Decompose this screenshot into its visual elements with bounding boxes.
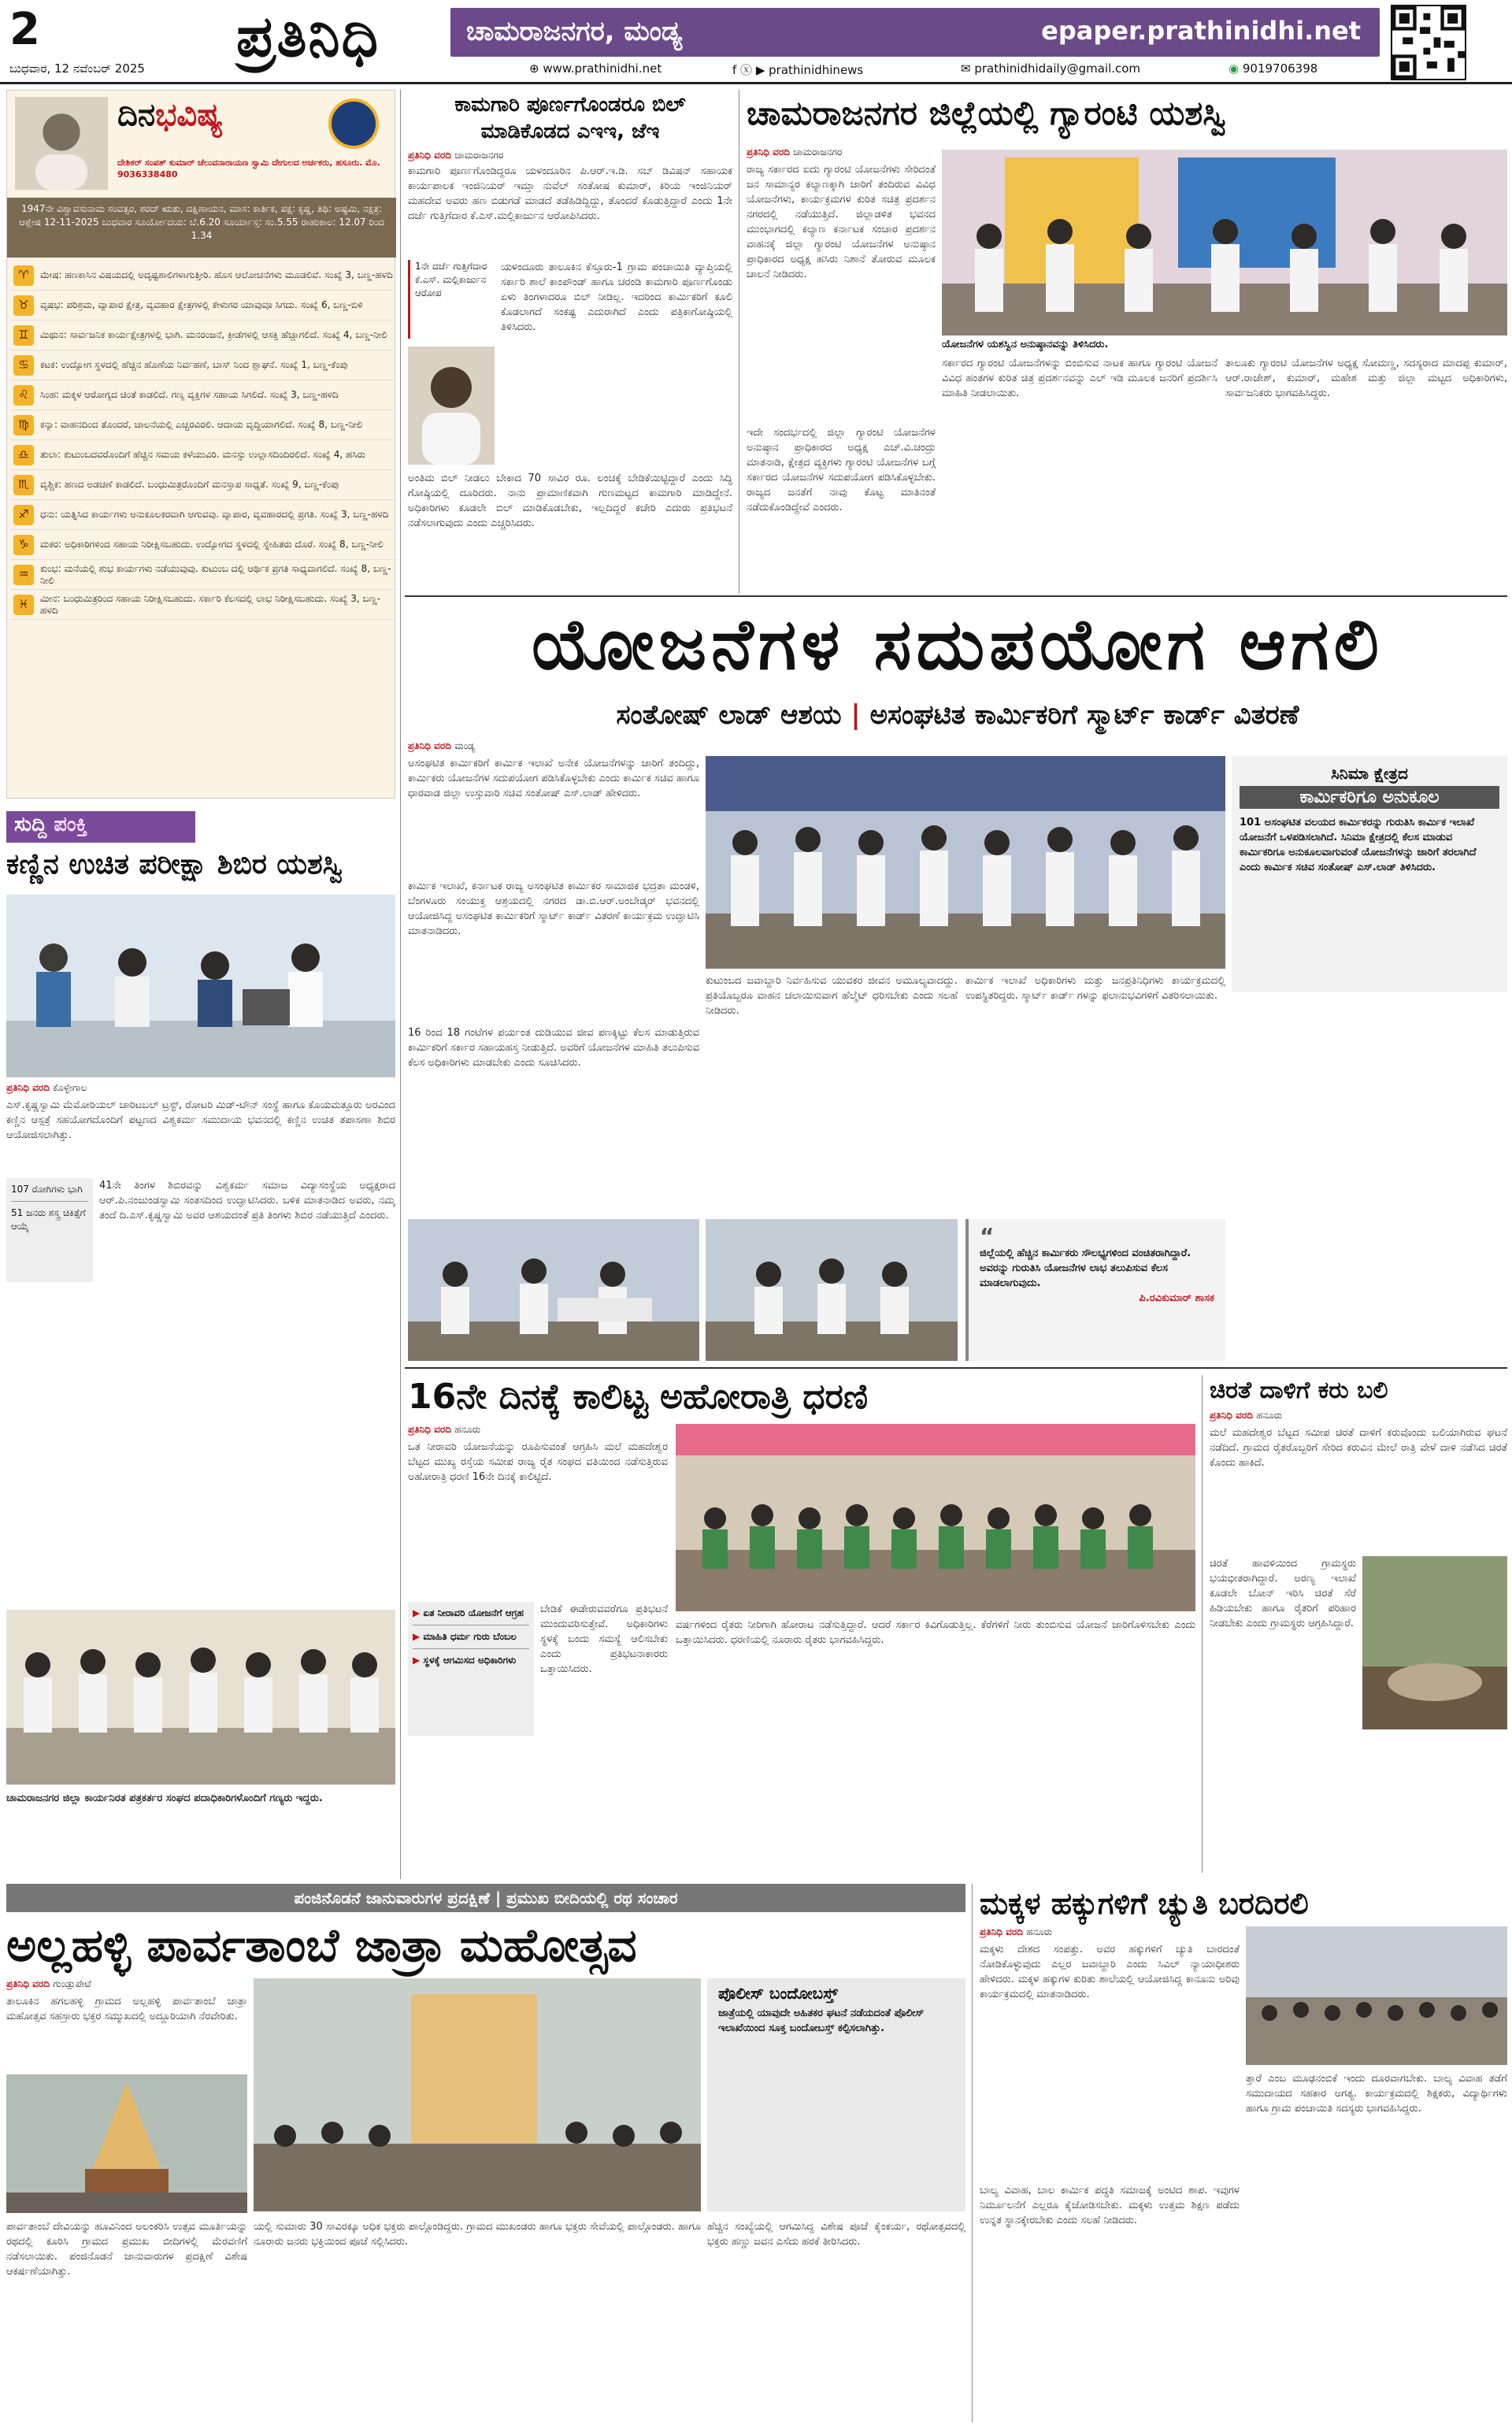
- sidebar-body: 101 ಅಸಂಘಟಿತ ವಲಯದ ಕಾರ್ಮಿಕರನ್ನು ಗುರುತಿಸಿ ಕಾರ್ಮಿಕ ಇಲಾಖೆ ಯೋಜನೆಗೆ ಒಳಪಡಿಸಲಾಗಿದೆ. ಸಿನಿಮಾ ಕ್ಷೇತ್ರದಲ್ಲಿ ಕೆಲಸ ಮಾಡುವ ಕಾರ್ಮಿಕರಿಗೂ ಅನುಕೂಲವಾಗುವಂತೆ ಯೋಜನೆಗಳನ್ನು ಜಾರಿಗೆ ತರಲಾಗಿದೆ ಎಂದು ಕಾರ್ಮಿಕ ಸಚಿವ ಸಂತೋಷ್ ಎಸ್.ಲಾಡ್ ತಿಳಿಸಿದರು.: [1240, 817, 1477, 873]
- rashi-text: ಧನು: ಯತ್ನಿಸಿದ ಕಾರ್ಯಗಳು ಅನುಕೂಲಕರವಾಗಿ ಆಗುವವು. ವ್ಯಾಪಾರ, ವ್ಯವಹಾರದಲ್ಲಿ ಪ್ರಗತಿ. ಸಂಖ್ಯೆ 3, ಬಣ್ಣ-ಹಳದಿ: [40, 509, 389, 520]
- rashi-row: [10, 410, 393, 440]
- rashi-text: ವೃಶ್ಚಿಕ: ಹಣದ ಅಡಚಣೆ ಕಾಡಲಿದೆ. ಬಂಧುಮಿತ್ರರೊಂದಿಗೆ ಮನಸ್ತಾಪ ಸಾಧ್ಯತೆ. ಸಂಖ್ಯೆ 9, ಬಣ್ಣ-ಕೆಂಪು: [40, 479, 339, 490]
- children-body-2: ಬಾಲ್ಯ ವಿವಾಹ, ಬಾಲ ಕಾರ್ಮಿಕ ಪದ್ಧತಿ ಸಮಾಜಕ್ಕೆ ಅಂಟಿದ ಶಾಪ. ಇವುಗಳ ನಿರ್ಮೂಲನೆಗೆ ಎಲ್ಲರೂ ಕೈಜೋಡಿಸಬೇಕು. ಮಕ್ಕಳು ಉತ್ತಮ ಶಿಕ್ಷಣ ಪಡೆದು ಉನ್ನತ ಸ್ಥಾನಕ್ಕೇರಬೇಕು ಎಂದು ಸಲಹೆ ನೀಡಿದರು.: [980, 2185, 1240, 2226]
- bullet-item: ▶ ಮಾಹಿತಿ ಧರ್ಮ ಗುರು ಬೆಂಬಲ: [413, 1630, 529, 1649]
- rashi-text: ಮೇಷ: ಹಣಕಾಸಿನ ವಿಷಯದಲ್ಲಿ ಅದೃಷ್ಟಶಾಲಿಗಳಾಗುತ್ತೀರಿ. ಹೊಸ ಆಲೋಚನೆಗಳು ಮೂಡಲಿವೆ. ಸಂಖ್ಯೆ 3, ಬಣ್ಣ-ಹಳದಿ: [40, 269, 393, 280]
- police-box-title: ಪೊಲೀಸ್ ಬಂದೋಬಸ್ತ್: [718, 1984, 838, 2003]
- suddi-body-1: ಎಸ್.ಕೃಷ್ಣಸ್ವಾಮಿ ಮೆಮೋರಿಯಲ್ ಚಾರಿಟಬಲ್ ಟ್ರಸ್ಟ್, ರೋಟರಿ ಮಿಡ್-ಟೌನ್ ಸಂಸ್ಥೆ ಹಾಗೂ ಕೊಯಮತ್ತೂರು ಅರವಿಂದ ಕಣ್ಣಿನ ಆಸ್ಪತ್ರೆ ಸಹಯೋಗದೊಂದಿಗೆ ಪಟ್ಟಣದ ವಿಶ್ವಕರ್ಮ ಸಮುದಾಯ ಭವನದಲ್ಲಿ ಕಣ್ಣಿನ ಉಚಿತ ತಪಾಸಣಾ ಶಿಬಿರ ಆಯೋಜಿಸಲಾಗಿತ್ತು.: [6, 1099, 395, 1141]
- rashi-row: [10, 350, 393, 380]
- bullet-item: ▶ ಸ್ಥಳಕ್ಕೆ ಆಗಮಿಸದ ಅಧಿಕಾರಿಗಳು: [413, 1655, 517, 1666]
- masthead-phone: ◉ 9019706398: [1228, 61, 1318, 76]
- bullet-icon: ▶: [413, 1631, 424, 1642]
- rashi-row: [10, 500, 393, 530]
- zodiac-icon: ♈: [13, 265, 34, 286]
- astrologer-photo: [15, 97, 108, 190]
- zodiac-icon: ♐: [13, 505, 34, 525]
- guarantee-body-1: ರಾಜ್ಯ ಸರ್ಕಾರದ ಐದು ಗ್ಯಾರಂಟಿ ಯೋಜನೆಗಳು ಸೇರಿದಂತೆ ಜನ ಸಾಮಾನ್ಯರ ಕಲ್ಯಾಣಕ್ಕಾಗಿ ಜಾರಿಗೆ ತಂದಿರುವ ವಿವಿಧ ಯೋಜನೆಗಳು, ಕಾರ್ಯಕ್ರಮಗಳ ಕುರಿತ ಸಚಿತ್ರ ಪ್ರದರ್ಶನ ನಗರದಲ್ಲಿ ನಡೆಯುತ್ತಿದೆ. ಜಿಲ್ಲಾಡಳಿತ ಭವನದ ಮುಂಭಾಗದಲ್ಲಿ ಕಲ್ಯಾಣ ಕರ್ನಾಟಕ ಸಂಚಾರ ಪ್ರದರ್ಶನ ವಾಹನಕ್ಕೆ ಜಿಲ್ಲಾ ಗ್ಯಾರಂಟಿ ಯೋಜನೆಗಳ ಅನುಷ್ಠಾನ ಪ್ರಾಧಿಕಾರದ ಅಧ್ಯಕ್ಷ ಹಸಿರು ನಿಶಾನೆ ತೋರುವ ಮೂಲಕ ಚಾಲನೆ ನೀಡಿದರು.: [747, 164, 936, 280]
- dharane-photo: [676, 1424, 1195, 1611]
- guarantee-headline: ಚಾಮರಾಜನಗರ ಜಿಲ್ಲೆಯಲ್ಲಿ ಗ್ಯಾರಂಟಿ ಯಶಸ್ವಿ: [747, 94, 1227, 132]
- lead-byline: ಪ್ರತಿನಿಧಿ ವರದಿ ಮಂಡ್ಯ: [408, 740, 476, 751]
- lead-sidebar: [1232, 756, 1507, 992]
- children-photo: [1246, 1926, 1507, 2065]
- suddi-body-2: 41ನೇ ತಿಂಗಳ ಶಿಬಿರವನ್ನು ವಿಶ್ವಕರ್ಮ ಸಮಾಜ ವಿದ್ಯಾಸಂಸ್ಥೆಯ ಅಧ್ಯಕ್ಷರಾದ ಆರ್.ಪಿ.ನಂಜುಂಡಸ್ವಾಮಿ ಸಂತಸದಿಂದ ಉದ್ಘಾಟಿಸಿದರು. ಬಳಿಕ ಮಾತನಾಡಿದ ಅವರು, ನಮ್ಮ ತಂದೆ ದಿ.ಎಸ್.ಕೃಷ್ಣಸ್ವಾಮಿ ಅವರ ಆಶಯದಂತೆ ಪ್ರತಿ ತಿಂಗಳು ಶಿಬಿರ ನಡೆಯುತ್ತಿದೆ ಎಂದರು.: [99, 1180, 395, 1221]
- rashi-row: [10, 470, 393, 500]
- dinabhavishya: [6, 90, 395, 799]
- bill-body-1: ಕಾಮಗಾರಿ ಪೂರ್ಣಗೊಂಡಿದ್ದರೂ ಯಳಂದೂರಿನ ಪಿ.ಆರ್.ಇ.ಡಿ. ಸಬ್ ಡಿವಿಷನ್ ಸಹಾಯಕ ಕಾರ್ಯಪಾಲಕ ಇಂಜಿನಿಯರ್ ಇಮ್ತಾ ನುವೆಲ್ ಸಂತೋಷ ಕುಮಾರ್, ಕಿರಿಯ ಇಂಜಿನಿಯರ್ ಮಹದೇವ ಅವರು ಹಣ ಬಿಡುಗಡೆ ಮಾಡದೆ ತಡೆಹಿಡಿದ್ದಿದ್ದು, ತೊಂದರೆ ಕೊಡುತ್ತಿದ್ದಾರೆ ಎಂದು 1ನೇ ದರ್ಜೆ ಗುತ್ತಿಗೆದಾರ ಕೆ.ಎಸ್.ಮಲ್ಲಿಕಾರ್ಜುನ ಆರೋಪಿಸಿದರು.: [408, 165, 732, 222]
- rashi-row: [10, 321, 393, 350]
- bill-headline: ಕಾಮಗಾರಿ ಪೂರ್ಣಗೊಂಡರೂ ಬಿಲ್ ಮಾಡಿಕೊಡದ ಎಇಇ, ಜೆಇ: [454, 93, 686, 143]
- rashi-row: [10, 440, 393, 470]
- rashi-text: ವೃಷಭ: ಪರಿಶ್ರಮ, ವ್ಯಾಪಾರ ಕ್ಷೇತ್ರ, ವ್ಯವಹಾರ ಕ್ಷೇತ್ರಗಳಲ್ಲಿ ಕೇಳುಗರ ಯಾವುವೂ ಸಿಗದು. ಸಂಖ್ಯೆ 6, ಬಣ್ಣ-ಬಿಳಿ: [40, 299, 363, 310]
- rashi-row: [10, 291, 393, 321]
- section-rule-1: [405, 595, 1507, 597]
- quote-author: ಪಿ.ರವಿಕುಮಾರ್ ಶಾಸಕ: [1139, 1292, 1214, 1304]
- masthead-logo: ಪ್ರತಿನಿಧಿ: [236, 3, 380, 69]
- suddi-byline: ಪ್ರತಿನಿಧಿ ವರದಿ ಕೊಳ್ಳೇಗಾಲ: [6, 1082, 87, 1093]
- sidebar-fact-2: 51 ಜನರು ಶಸ್ತ್ರ ಚಿಕಿತ್ಸೆಗೆ ಆಯ್ಕೆ: [11, 1207, 86, 1232]
- zodiac-icon: ♍: [13, 415, 34, 436]
- lead-headline: ಯೋಜನೆಗಳ ಸದುಪಯೋಗ ಆಗಲಿ: [532, 603, 1384, 686]
- lead-body-4: ಕುಟುಂಬದ ಜವಾಬ್ದಾರಿ ನಿರ್ವಹಿಸುವ ಯುವಕರ ಜೀವನ ಅಮೂಲ್ಯವಾದದ್ದು. ಪ್ರತಿಯೊಬ್ಬರೂ ವಾಹನ ಚಲಾಯಿಸುವಾಗ ಹೆಲ್ಮೆಟ್ ಧರಿಸಬೇಕು ಎಂದು ಸಲಹೆ ನೀಡಿದರು.: [706, 975, 958, 1017]
- sidebar-title-a: ಸಿನಿಮಾ ಕ್ಷೇತ್ರದ: [1331, 764, 1408, 783]
- bill-body-3: ಅಂತಿಮ ಬಿಲ್ ನೀಡಲು ಬೇಕಾದ 70 ಸಾವಿರ ರೂ. ಲಂಚಕ್ಕೆ ಬೇಡಿಕೆಯಿಟ್ಟಿದ್ದಾರೆ ಎಂದು ಸಿದ್ಧಿ ಗೋಷ್ಠಿಯಲ್ಲಿ ದೂರಿದರು. ನಾನು ಪ್ರಾಮಾಣಿಕವಾಗಿ ಗುಣಮಟ್ಟದ ಕಾಮಗಾರಿ ಮಾಡಿದ್ದೇನೆ. ಅಧಿಕಾರಿಗಳು ಕೂಡಲೇ ಬಿಲ್ ಮಾಡಿಕೊಡಬೇಕು, ಇಲ್ಲದಿದ್ದರೆ ಕಚೇರಿ ಎದುರು ಪ್ರತಿಭಟನೆ ನಡೆಸಲಾಗುವುದು ಎಂದು ಎಚ್ಚರಿಸಿದರು.: [408, 473, 732, 529]
- dinabhavishya-title: ದಿನಭವಿಷ್ಯ: [117, 97, 223, 133]
- guarantee-body-2: ಇದೇ ಸಂದರ್ಭದಲ್ಲಿ ಜಿಲ್ಲಾ ಗ್ಯಾರಂಟಿ ಯೋಜನೆಗಳ ಅನುಷ್ಠಾನ ಪ್ರಾಧಿಕಾರದ ಅಧ್ಯಕ್ಷ ಎಚ್.ವಿ.ಚಂದ್ರು ಮಾತನಾಡಿ, ಕ್ಷೇತ್ರದ ವ್ಯಕ್ತಿಗಳು ಗ್ಯಾರಂಟಿ ಯೋಜನೆಗಳ ಬಗ್ಗೆ ಸರ್ಕಾರದ ಯೋಜನೆಗಳ ಸದುಪಯೋಗ ಪಡಿಸಿಕೊಳ್ಳಬೇಕು. ರಾಜ್ಯದ ಜನತೆಗೆ ನಾವು ಕೊಟ್ಟ ಮಾತಿನಂತೆ ನಡೆದುಕೊಂಡಿದ್ದೇವೆ ಎಂದರು.: [747, 427, 936, 513]
- contractor-photo: [408, 347, 495, 465]
- journalists-group-photo: [6, 1610, 395, 1785]
- lead-photo-main: [706, 756, 1225, 969]
- jatra-photo-crowd: [254, 1978, 701, 2211]
- rashi-list: [10, 261, 393, 620]
- qr-code-icon: [1391, 5, 1466, 80]
- epaper-link[interactable]: epaper.prathinidhi.net: [1041, 16, 1361, 46]
- jatra-body-3: ಯಲ್ಲಿ ಸುಮಾರು 30 ಸಾವಿರಕ್ಕೂ ಅಧಿಕ ಭಕ್ತರು ಪಾಲ್ಗೊಂಡಿದ್ದರು. ಗ್ರಾಮದ ಮುಖಂಡರು ಹಾಗೂ ಭಕ್ತರು ಸೇವೆಯಲ್ಲಿ ಪಾಲ್ಗೊಂಡರು. ಹಾಗೂ ನೂರಾರು ಜನರು ಭಕ್ತಿಯಿಂದ ಪೂಜೆ ಸಲ್ಲಿಸಿದರು.: [254, 2221, 701, 2248]
- mail-icon: ✉: [961, 61, 975, 76]
- police-box-body: ಜಾತ್ರೆಯಲ್ಲಿ ಯಾವುದೇ ಅಹಿತಕರ ಘಟನೆ ನಡೆಯದಂತೆ ಪೊಲೀಸ್ ಇಲಾಖೆಯಿಂದ ಸೂಕ್ತ ಬಂದೋಬಸ್ತ್ ಕಲ್ಪಿಸಲಾಗಿತ್ತು.: [718, 2007, 925, 2034]
- edition-name: ಚಾಮರಾಜನಗರ, ಮಂಡ್ಯ: [466, 16, 683, 47]
- edition-bar: [450, 8, 1380, 57]
- masthead: [0, 0, 1512, 85]
- rashi-row: [10, 530, 393, 560]
- whatsapp-icon: ◉: [1228, 61, 1243, 76]
- lead-photo-stage: [408, 1219, 699, 1361]
- bill-body-2: ಯಳಂದೂರು ತಾಲೂಕಿನ ಕೆಸ್ತೂರು-1 ಗ್ರಾಮ ಪಂಚಾಯಿತಿ ವ್ಯಾಪ್ತಿಯಲ್ಲಿ ಸರ್ಕಾರಿ ಶಾಲೆ ಕಾಂಪೌಂಡ್ ಹಾಗೂ ಚರಂಡಿ ಕಾಮಗಾರಿ ಪೂರ್ಣಗೊಂಡು ಏಳು ತಿಂಗಳಾದರೂ ಬಿಲ್ ನೀಡಿಲ್ಲ. ಇದರಿಂದ ಕಾರ್ಮಿಕರಿಗೆ ಕೂಲಿ ಕೊಡಲಾಗದೆ ಸಂಕಷ್ಟ ಎದುರಾಗಿದೆ ಎಂದು ಪತ್ರಿಕಾಗೋಷ್ಠಿಯಲ್ಲಿ ತಿಳಿಸಿದರು.: [501, 261, 732, 333]
- masthead-email[interactable]: [961, 61, 1140, 76]
- lead-photo-felicitation: [706, 1219, 958, 1361]
- jatra-byline: ಪ್ರತಿನಿಧಿ ವರದಿ ಗುಂಡ್ಲುಪೇಟೆ: [6, 1978, 91, 1989]
- masthead-rule: [0, 82, 1512, 84]
- chirate-body-1: ಮಲೆ ಮಹದೇಶ್ವರ ಬೆಟ್ಟದ ಸಮೀಪ ಚಿರತೆ ದಾಳಿಗೆ ಕರುವೊಂದು ಬಲಿಯಾಗಿರುವ ಘಟನೆ ನಡೆದಿದೆ. ಗ್ರಾಮದ ರೈತರೊಬ್ಬರಿಗೆ ಸೇರಿದ ಕರುವಿನ ಮೇಲೆ ರಾತ್ರಿ ವೇಳೆ ದಾಳಿ ನಡೆಸಿದ ಚಿರತೆ ಕೊಂದು ಹಾಕಿದೆ.: [1210, 1427, 1507, 1469]
- zodiac-icon: ♋: [13, 355, 34, 376]
- bill-pullout: 1ನೇ ದರ್ಜೆ ಗುತ್ತಿಗೆದಾರ ಕೆ.ಎಸ್. ಮಲ್ಲಿಕಾರ್ಜುನ ಆರೋಪ: [408, 260, 495, 339]
- rashi-text: ಮಕರ: ಅಧಿಕಾರಿಗಳಿಂದ ಸಹಾಯ ನಿರೀಕ್ಷಿಸಬಹುದು. ಉದ್ಯೋಗದ ಸ್ಥಳದಲ್ಲಿ ಸ್ನೇಹಿತರು ದೊರೆ. ಸಂಖ್ಯೆ 8, ಬಣ್ಣ-ನೀಲಿ: [40, 539, 384, 550]
- zodiac-icon: ♉: [13, 295, 34, 316]
- journalists-caption: ಚಾಮರಾಜನಗರ ಜಿಲ್ಲಾ ಕಾರ್ಯನಿರತ ಪತ್ರಕರ್ತರ ಸಂಘದ ಪದಾಧಿಕಾರಿಗಳೊಂದಿಗೆ ಗಣ್ಯರು ಇದ್ದರು.: [6, 1792, 323, 1804]
- jatra-headline: ಅಲ್ಲಹಳ್ಳಿ ಪಾರ್ವತಾಂಬೆ ಜಾತ್ರಾ ಮಹೋತ್ಸವ: [6, 1918, 637, 1972]
- eye-camp-photo: [6, 895, 395, 1077]
- email-link[interactable]: prathinidhidaily@gmail.com: [974, 61, 1141, 76]
- jatra-kicker: ಪಂಜಿನೊಡನೆ ಜಾನುವಾರುಗಳ ಪ್ರದಕ್ಷಿಣೆ | ಪ್ರಮುಖ ಬೀದಿಯಲ್ಲಿ ರಥ ಸಂಚಾರ: [6, 1884, 965, 1912]
- section-rule-2: [405, 1367, 1507, 1369]
- dharane-byline: ಪ್ರತಿನಿಧಿ ವರದಿ ಹನೂರು: [408, 1424, 480, 1435]
- quote-icon: “: [980, 1223, 995, 1249]
- social-handle[interactable]: prathinidhinews: [769, 63, 864, 77]
- guarantee-body-3: ಸರ್ಕಾರದ ಗ್ಯಾರಂಟಿ ಯೋಜನೆಗಳನ್ನು ಬಿಂಬಿಸುವ ನಾಟಕ ಹಾಗೂ ಗ್ಯಾರಂಟಿ ಯೋಜನೆ ವಿವಿಧ ಹಂತಗಳ ಕುರಿತ ಚಿತ್ರ ಪ್ರದರ್ಶನವನ್ನು ಎಲ್ ಇಡಿ ಮೂಲಕ ಜನರಿಗೆ ಪ್ರದರ್ಶಿಸಿ ಮಾಹಿತಿ ನೀಡಲಾಯಿತು.: [942, 358, 1217, 399]
- zodiac-icon: ♑: [13, 535, 34, 555]
- jatra-body-2: ಪಾರ್ವತಾಂಬೆ ದೇವಿಯನ್ನು ಹೂವಿನಿಂದ ಅಲಂಕರಿಸಿ ಉತ್ಸವ ಮೂರ್ತಿಯನ್ನು ರಥದಲ್ಲಿ ಕೂರಿಸಿ ಗ್ರಾಮದ ಪ್ರಮುಖ ಬೀದಿಗಳಲ್ಲಿ ಮೆರವಣಿಗೆ ನಡೆಸಲಾಯಿತು. ಪಂಜಿನೊಡನೆ ಜಾನುವಾರುಗಳ ಪ್ರದಕ್ಷಿಣೆ ವಿಶೇಷ ಆಕರ್ಷಣೆಯಾಗಿತ್ತು.: [6, 2221, 247, 2278]
- column-divider-3: [1202, 1375, 1203, 1873]
- bill-byline: ಪ್ರತಿನಿಧಿ ವರದಿ ಚಾಮರಾಜನಗರ: [408, 150, 504, 161]
- lead-body-3: 16 ರಿಂದ 18 ಗಂಟೆಗಳ ಪರ್ಯಂತ ದುಡಿಯುವ ಜೀವ ಪಣಕ್ಕಿಟ್ಟು ಕೆಲಸ ಮಾಡುತ್ತಿರುವ ಕಾರ್ಮಿಕರಿಗೆ ಸರ್ಕಾರ ಸಹಾಯಹಸ್ತ ನೀಡುತ್ತಿದೆ. ಅವರಿಗೆ ಯೋಜನೆಗಳ ಮಾಹಿತಿ ತಲುಪಿಸುವ ಕೆಲಸ ಅಧಿಕಾರಿಗಳು ಮಾಡಬೇಕು ಎಂದು ಸೂಚಿಸಿದರು.: [408, 1027, 699, 1069]
- globe-icon: ⊕: [529, 61, 543, 76]
- chirate-headline: ಚಿರತೆ ದಾಳಿಗೆ ಕರು ಬಲಿ: [1210, 1377, 1388, 1404]
- rashi-text: ಕಟಕ: ಉದ್ಯೋಗ ಸ್ಥಳದಲ್ಲಿ ಹೆಚ್ಚಿನ ಹೊಣೆಯ ನಿರ್ವಹಣೆ, ಬಾಸ್ ನಿಂದ ಶ್ಲಾಘನೆ. ಸಂಖ್ಯೆ 1, ಬಣ್ಣ-ಕೆಂಪು: [40, 359, 348, 370]
- suddi-sidebar: [6, 1178, 93, 1282]
- jatra-body-1: ತಾಲೂಕಿನ ಹಗಲಹಳ್ಳಿ ಗ್ರಾಮದ ಅಲ್ಲಹಳ್ಳಿ ಪಾರ್ವತಾಂಬೆ ಜಾತ್ರಾ ಮಹೋತ್ಸವ ಸಹಸ್ರಾರು ಭಕ್ತರ ಸಮ್ಮುಖದಲ್ಲಿ ಅದ್ದೂರಿಯಾಗಿ ನೆರವೇರಿತು.: [6, 1996, 247, 2022]
- column-divider: [400, 90, 401, 1879]
- chirate-body-2: ಚಿರತೆ ಹಾವಳಿಯಿಂದ ಗ್ರಾಮಸ್ಥರು ಭಯಭೀತರಾಗಿದ್ದಾರೆ. ಅರಣ್ಯ ಇಲಾಖೆ ಕೂಡಲೇ ಬೋನ್ ಇರಿಸಿ ಚಿರತೆ ಸೆರೆ ಹಿಡಿಯಬೇಕು ಹಾಗೂ ರೈತರಿಗೆ ಪರಿಹಾರ ನೀಡಬೇಕು ಎಂದು ಗ್ರಾಮಸ್ಥರು ಆಗ್ರಹಿಸಿದ್ದಾರೆ.: [1210, 1558, 1356, 1629]
- rashi-text: ಕನ್ಯಾ: ವಾಹನದಿಂದ ತೊಂದರೆ, ಚಾಲನೆಯಲ್ಲಿ ಎಚ್ಚರವಿರಲಿ. ಆದಾಯ ವೃದ್ಧಿಯಾಗಲಿದೆ. ಸಂಖ್ಯೆ 8, ಬಣ್ಣ-ನೀಲಿ: [40, 419, 363, 430]
- suddi-headline: ಕಣ್ಣಿನ ಉಚಿತ ಪರೀಕ್ಷಾ ಶಿಬಿರ ಯಶಸ್ವಿ: [6, 848, 343, 880]
- dharane-body-3: ವರ್ಷಗಳಿಂದ ರೈತರು ನೀರಿಗಾಗಿ ಹೋರಾಟ ನಡೆಸುತ್ತಿದ್ದಾರೆ. ಆದರೆ ಸರ್ಕಾರ ಕಿವಿಗೊಡುತ್ತಿಲ್ಲ. ಕೆರೆಗಳಿಗೆ ನೀರು ತುಂಬಿಸುವ ಯೋಜನೆ ಜಾರಿಗೊಳಿಸಬೇಕು ಎಂದು ಒತ್ತಾಯಿಸಿದರು. ಧರಣಿಯಲ್ಲಿ ನೂರಾರು ರೈತರು ಭಾಗವಹಿಸಿದ್ದರು.: [676, 1619, 1195, 1646]
- sidebar-fact-1: 107 ರೋಗಿಗಳು ಭಾಗಿ: [11, 1183, 88, 1202]
- column-divider-4: [972, 1884, 973, 2422]
- sidebar-title-b: ಕಾರ್ಮಿಕರಿಗೂ ಅನುಕೂಲ: [1240, 786, 1499, 809]
- panchanga: 1947ನೇ ವಿಶ್ವಾವಸುನಾಮ ಸಂವತ್ಸರ, ಶರದ್ ಋತು, ದಕ್ಷಿಣಾಯನ, ಮಾಸ: ಕಾರ್ತಿಕ, ಪಕ್ಷ: ಕೃಷ್ಣ, ತಿಥಿ: ಅಷ್ಟಮಿ, ನಕ್ಷತ್ರ: ಆಶ್ಲೇಷ 12-11-2025 ಬುಧವಾರ ಸೂರ್ಯೋದಯ: ಬೆ.6.20 ಸೂರ್ಯಾಸ್ತ: ಸಂ.5.55 ರಾಹುಕಾಲ: 12.07 ರಿಂದ 1.34: [7, 198, 396, 258]
- zodiac-icon: ♓: [13, 595, 34, 615]
- lead-body-1: ಅಸಂಘಟಿತ ಕಾರ್ಮಿಕರಿಗೆ ಕಾರ್ಮಿಕ ಇಲಾಖೆ ಅನೇಕ ಯೋಜನೆಗಳನ್ನು ಜಾರಿಗೆ ತಂದಿದ್ದು, ಕಾರ್ಮಿಕರು ಯೋಜನೆಗಳ ಸದುಪಯೋಗ ಪಡಿಸಿಕೊಳ್ಳಬೇಕು ಎಂದು ಕಾರ್ಮಿಕ ಸಚಿವ ಹಾಗೂ ಧಾರವಾಡ ಜಿಲ್ಲಾ ಉಸ್ತುವಾರಿ ಸಚಿವ ಸಂತೋಷ್ ಎಸ್.ಲಾಡ್ ಹೇಳಿದರು.: [408, 758, 699, 799]
- rashi-text: ಮೀನ: ಬಂಧುಮಿತ್ರರಿಂದ ಸಹಾಯ ನಿರೀಕ್ಷಿಸಬಹುದು. ಸರ್ಕಾರಿ ಕೆಲಸದಲ್ಲಿ ಲಾಭ ನಿರೀಕ್ಷಿಸಬಹುದು. ಸಂಖ್ಯೆ 3, ಬಣ್ಣ-ಹಳದಿ: [40, 592, 381, 616]
- suddi-pankti-tag: ಸುದ್ದಿ ಪಂಕ್ತಿ: [6, 811, 195, 843]
- masthead-website[interactable]: [529, 61, 662, 76]
- masthead-social[interactable]: [732, 61, 863, 78]
- jatra-body-4: ಹೆಚ್ಚಿನ ಸಂಖ್ಯೆಯಲ್ಲಿ ಆಗಮಿಸಿದ್ದ ವಿಶೇಷ ಪೂಜೆ ಕೈಂಕರ್ಯ, ರಥೋತ್ಸವದಲ್ಲಿ ಭಕ್ತರು ಹಣ್ಣು ಜವನ ಎಸೆದು ಹರಕೆ ತೀರಿಸಿದರು.: [707, 2221, 965, 2248]
- chirate-byline: ಪ್ರತಿನಿಧಿ ವರದಿ ಹನೂರು: [1210, 1410, 1282, 1421]
- lead-body-2: ಕಾರ್ಮಿಕ ಇಲಾಖೆ, ಕರ್ನಾಟಕ ರಾಜ್ಯ ಅಸಂಘಟಿತ ಕಾರ್ಮಿಕರ ಸಾಮಾಜಿಕ ಭದ್ರತಾ ಮಂಡಳಿ, ಬೆಂಗಳೂರು ಸಂಯುಕ್ತ ಆಶ್ರಯದಲ್ಲಿ ನಗರದ ಡಾ.ಬಿ.ಆರ್.ಅಂಬೇಡ್ಕರ್ ಭವನದಲ್ಲಿ ಆಯೋಜಿಸಿದ್ದ ಅಸಂಘಟಿತ ಕಾರ್ಮಿಕರಿಗೆ ಸ್ಮಾರ್ಟ್ ಕಾರ್ಡ್ ವಿತರಣೆ ಕಾರ್ಯಕ್ರಮ ಉದ್ಘಾಟಿಸಿ ಮಾತನಾಡಿದರು.: [408, 880, 699, 937]
- sun-emblem-icon: [328, 98, 379, 149]
- dharane-headline: 16ನೇ ದಿನಕ್ಕೆ ಕಾಲಿಟ್ಟ ಅಹೋರಾತ್ರಿ ಧರಣಿ: [408, 1377, 869, 1417]
- guarantee-body-4: ತಾಲೂಕು ಗ್ಯಾರಂಟಿ ಯೋಜನೆಗಳ ಅಧ್ಯಕ್ಷ ಸೋಮಣ್ಣ, ಸದಸ್ಯರಾದ ಮಾದಪ್ಪ ಕುಮಾರ್, ಆರ್.ರಾಜೇಶ್, ಕುಮಾರ್, ಮಹೇಶ ಮತ್ತು ಜಿಲ್ಲಾ ಮಟ್ಟದ ಅಧಿಕಾರಿಗಳು, ಸಾರ್ವಜನಿಕರು ಭಾಗವಹಿಸಿದ್ದರು.: [1225, 358, 1507, 399]
- guarantee-caption: ಯೋಜನೆಗಳ ಯಶಸ್ವಿನ ಅನುಷ್ಠಾನವನ್ನು ತಿಳಿಸಿದರು.: [942, 339, 1109, 350]
- lead-body-5: ಕಾರ್ಮಿಕ ಇಲಾಖೆ ಅಧಿಕಾರಿಗಳು ಮತ್ತು ಜನಪ್ರತಿನಿಧಿಗಳು ಕಾರ್ಯಕ್ರಮದಲ್ಲಿ ಉಪಸ್ಥಿತರಿದ್ದರು. ಸ್ಮಾರ್ಟ್ ಕಾರ್ಡ್ ಗಳನ್ನು ಫಲಾನುಭವಿಗಳಿಗೆ ವಿತರಿಸಲಾಯಿತು.: [965, 975, 1225, 1002]
- rashi-row: [10, 560, 393, 590]
- dharane-bullets: [408, 1602, 534, 1736]
- rashi-text: ಸಿಂಹ: ಮಕ್ಕಳ ಆರೋಗ್ಯದ ಚಿಂತೆ ಕಾಡಲಿದೆ. ಗಣ್ಯ ವ್ಯಕ್ತಿಗಳ ಸಹಾಯ ಸಿಗಲಿದೆ. ಸಂಖ್ಯೆ 3, ಬಣ್ಣ-ಹಳದಿ: [40, 389, 339, 400]
- guarantee-byline: ಪ್ರತಿನಿಧಿ ವರದಿ ಚಾಮರಾಜನಗರ: [747, 146, 843, 158]
- astrologer-credit: ದೇಶಿಕರ್ ಸಂಪತ್ ಕುಮಾರ್ ಚೆಲುವನಾರಾಯಣ ಸ್ವಾಮಿ ದೇಗುಲದ ಅರ್ಚಕರು, ಹಸೂರು. ಮೊ. 9036338480: [117, 158, 380, 180]
- zodiac-icon: ♊: [13, 325, 34, 346]
- quote-text: ಜಿಲ್ಲೆಯಲ್ಲಿ ಹೆಚ್ಚಿನ ಕಾರ್ಮಿಕರು ಸೌಲಭ್ಯಗಳಿಂದ ವಂಚಿತರಾಗಿದ್ದಾರೆ. ಅವರನ್ನು ಗುರುತಿಸಿ ಯೋಜನೆಗಳ ಲಾಭ ತಲುಪಿಸುವ ಕೆಲಸ ಮಾಡಲಾಗುವುದು.: [980, 1247, 1191, 1289]
- lead-deck: ಸಂತೋಷ್ ಲಾಡ್ ಆಶಯ | ಅಸಂಘಟಿತ ಕಾರ್ಮಿಕರಿಗೆ ಸ್ಮಾರ್ಟ್ ಕಾರ್ಡ್ ವಿತರಣೆ: [616, 699, 1299, 731]
- jatra-photo-chariot: [6, 2074, 247, 2213]
- zodiac-icon: ♏: [13, 475, 34, 495]
- masthead-date: ಬುಧವಾರ, 12 ನವೆಂಬರ್ 2025: [9, 61, 145, 76]
- dharane-body-1: ಒತ ನೀರಾವರಿ ಯೋಜನೆಯನ್ನು ರೂಪಿಸುವಂತೆ ಆಗ್ರಹಿಸಿ ಮಲೆ ಮಹದೇಶ್ವರ ಬೆಟ್ಟದ ಮುಖ್ಯ ರಸ್ತೆಯ ಸಮೀಪ ರಾಜ್ಯ ರೈತ ಸಂಘದ ವತಿಯಿಂದ ನಡೆಸುತ್ತಿರುವ ಅಹೋರಾತ್ರಿ ಧರಣಿ 16ನೇ ದಿನಕ್ಕೆ ಕಾಲಿಟ್ಟಿದೆ.: [408, 1441, 668, 1483]
- bullet-icon: ▶: [413, 1655, 424, 1666]
- social-icons: f ⓧ ▶: [732, 63, 769, 77]
- children-body-3: ತ್ತಾರೆ ಎಂಬ ಮೂಢನಂಬಿಕೆ ಇಂದು ದೂರವಾಗಬೇಕು. ಬಾಲ್ಯ ವಿವಾಹ ತಡೆಗೆ ಸಮುದಾಯದ ಸಹಕಾರ ಅಗತ್ಯ. ಕಾರ್ಯಕ್ರಮದಲ್ಲಿ ಶಿಕ್ಷಕರು, ವಿದ್ಯಾರ್ಥಿಗಳು ಹಾಗೂ ಗ್ರಾಮ ಪಂಚಾಯಿತಿ ಸದಸ್ಯರು ಭಾಗವಹಿಸಿದ್ದರು.: [1246, 2073, 1507, 2115]
- children-headline: ಮಕ್ಕಳ ಹಕ್ಕುಗಳಿಗೆ ಚ್ಯುತಿ ಬರದಿರಲಿ: [980, 1886, 1309, 1921]
- children-body-1: ಮಕ್ಕಳು ದೇಶದ ಸಂಪತ್ತು. ಅವರ ಹಕ್ಕುಗಳಿಗೆ ಚ್ಯುತಿ ಬಾರದಂತೆ ನೋಡಿಕೊಳ್ಳುವುದು ಎಲ್ಲರ ಜವಾಬ್ದಾರಿ ಎಂದು ಸಿವಿಲ್ ನ್ಯಾಯಾಧೀಶರು ಹೇಳಿದರು. ಮಕ್ಕಳ ಹಕ್ಕುಗಳ ಕುರಿತು ಶಾಲೆಯಲ್ಲಿ ಆಯೋಜಿಸಿದ್ದ ಕಾನೂನು ಅರಿವು ಕಾರ್ಯಕ್ರಮದಲ್ಲಿ ಮಾತನಾಡಿದರು.: [980, 1944, 1240, 2000]
- zodiac-icon: ♎: [13, 445, 34, 465]
- guarantee-photo: [942, 150, 1507, 335]
- rashi-text: ತುಲಾ: ಕುಟುಂಬದವರೊಂದಿಗೆ ಹೆಚ್ಚಿನ ಸಮಯ ಕಳೆಯುವಿರಿ. ಮನಸ್ಸು ಉಲ್ಲಾಸದಿಂದಿರಲಿದೆ. ಸಂಖ್ಯೆ 4, ಹಸಿರು: [40, 449, 365, 460]
- rashi-row: [10, 590, 393, 620]
- children-byline: ಪ್ರತಿನಿಧಿ ವರದಿ ಹನೂರು: [980, 1926, 1052, 1937]
- rashi-row: [10, 380, 393, 410]
- police-box: [707, 1978, 965, 2211]
- page-number: 2: [9, 4, 40, 55]
- dharane-body-2: ಬೇಡಿಕೆ ಈಡೇರುವವರೆಗೂ ಪ್ರತಿಭಟನೆ ಮುಂದುವರಿಸುತ್ತೇವೆ. ಅಧಿಕಾರಿಗಳು ಸ್ಥಳಕ್ಕೆ ಬಂದು ಸಮಸ್ಯೆ ಆಲಿಸಬೇಕು ಎಂದು ಪ್ರತಿಭಟನಾಕಾರರು ಒತ್ತಾಯಿಸಿದರು.: [540, 1603, 668, 1675]
- zodiac-icon: ♌: [13, 385, 34, 406]
- lead-quote: [965, 1219, 1225, 1361]
- website-link[interactable]: www.prathinidhi.net: [543, 61, 662, 76]
- bullet-item: ▶ ಏತ ನೀರಾವರಿ ಯೋಜನೆಗೆ ಆಗ್ರಹ: [413, 1607, 529, 1625]
- chirate-photo: [1362, 1556, 1507, 1729]
- rashi-text: ಕುಂಭ: ಮನೆಯಲ್ಲಿ ಶುಭ ಕಾರ್ಯಗಳು ನಡೆಯುವುವು. ಕುಟುಂಬ ದಲ್ಲಿ ಆರ್ಥಿಕ ಪ್ರಗತಿ ಸಾಧ್ಯವಾಗಲಿದೆ. ಸಂಖ್ಯೆ 8, ಬಣ್ಣ-ನೀಲಿ: [40, 562, 391, 586]
- rashi-row: [10, 261, 393, 291]
- bullet-icon: ▶: [413, 1607, 424, 1618]
- rashi-text: ಮಿಥುನ: ಸಾರ್ವಜನಿಕ ಕಾರ್ಯಕ್ಷೇತ್ರಗಳಲ್ಲಿ ಭಾಗಿ. ಮನರಂಜನೆ, ಕ್ರೀಡೆಗಳಲ್ಲಿ ಆಸಕ್ತಿ ಹೆಚ್ಚಾಗಲಿದೆ. ಸಂಖ್ಯೆ 4, ಬಣ್ಣ-ನೀಲಿ: [40, 329, 387, 340]
- zodiac-icon: ♒: [13, 565, 34, 585]
